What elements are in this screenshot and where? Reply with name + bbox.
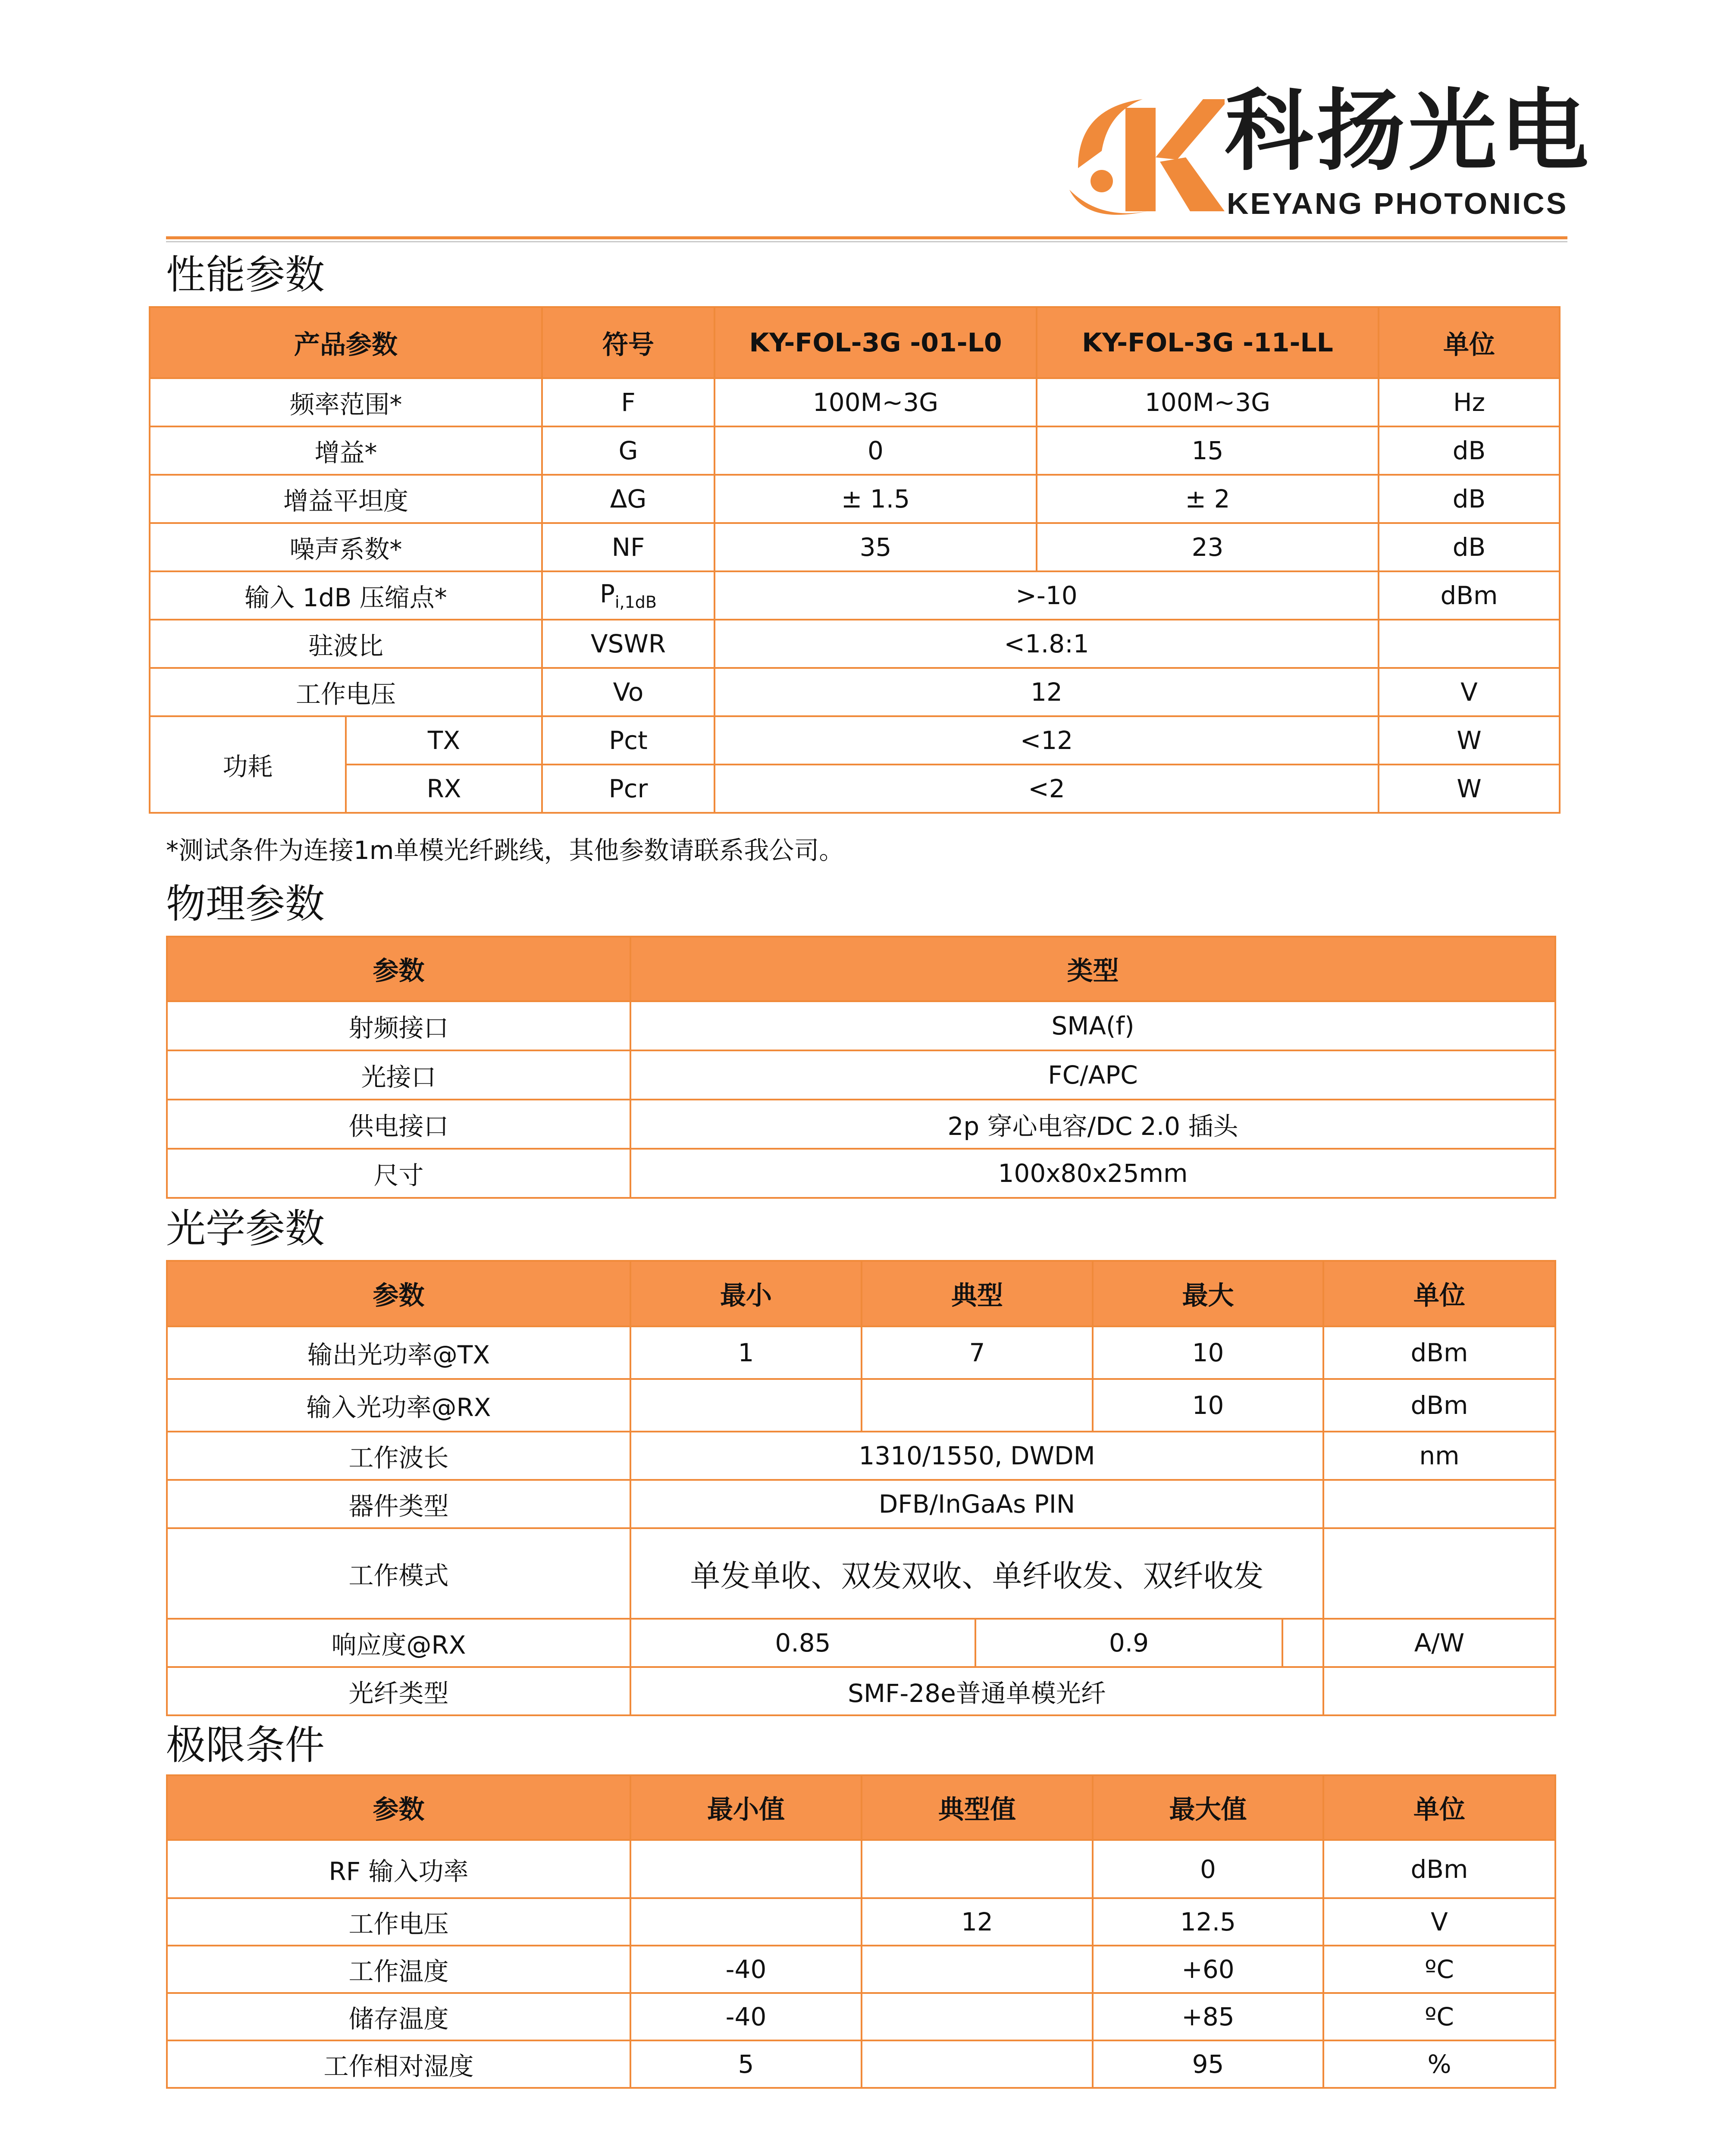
- param-cell: 输入 1dB 压缩点*: [150, 571, 542, 620]
- performance-table: [149, 306, 1561, 814]
- header-cell: 参数: [167, 1261, 630, 1326]
- param-cell: 响应度@RX: [167, 1619, 630, 1667]
- type-cell: 2p 穿心电容/DC 2.0 插头: [630, 1100, 1555, 1149]
- symbol-cell: F: [542, 378, 714, 426]
- unit-cell: [1323, 1480, 1555, 1528]
- value-cell: 15: [1037, 426, 1379, 475]
- section-title-optical: 光学参数: [166, 1206, 325, 1252]
- table-row: [167, 1050, 1555, 1100]
- value-cell: 0.85: [630, 1619, 975, 1667]
- unit-cell: dB: [1379, 426, 1560, 475]
- value-cell: 单发单收、双发双收、单纤收发、双纤收发: [630, 1528, 1323, 1619]
- param-cell: 储存温度: [167, 1993, 630, 2040]
- value-cell: 100M~3G: [1037, 378, 1379, 426]
- typ-cell: [862, 1946, 1093, 1993]
- table-row: [167, 1898, 1555, 1946]
- keyang-logo-icon: [1061, 82, 1225, 224]
- symbol-cell: Pct: [542, 716, 714, 765]
- table-row: [167, 1840, 1555, 1898]
- value-cell: 35: [714, 523, 1037, 571]
- param-cell: 供电接口: [167, 1100, 630, 1149]
- table-header-row: [167, 1775, 1555, 1840]
- max-cell: 0: [1093, 1840, 1323, 1898]
- header-cell: 典型: [862, 1261, 1093, 1326]
- type-cell: FC/APC: [630, 1050, 1555, 1100]
- test-condition-note: *测试条件为连接1m单模光纤跳线，其他参数请联系我公司。: [166, 836, 844, 865]
- typ-cell: [862, 2040, 1093, 2088]
- symbol-cell: ΔG: [542, 475, 714, 523]
- table-header-row: [167, 1261, 1555, 1326]
- table-row: [150, 620, 1560, 668]
- unit-cell: ºC: [1323, 1993, 1555, 2040]
- param-cell: RF 输入功率: [167, 1840, 630, 1898]
- unit-cell: V: [1323, 1898, 1555, 1946]
- header-cell: 符号: [542, 307, 714, 378]
- table-row: [150, 426, 1560, 475]
- min-cell: -40: [630, 1993, 862, 2040]
- unit-cell: W: [1379, 765, 1560, 813]
- param-cell: 工作模式: [167, 1528, 630, 1619]
- header-cell: 最小值: [630, 1775, 862, 1840]
- symbol-subscript: i,1dB: [614, 592, 657, 612]
- table-row: [167, 1667, 1555, 1715]
- value-cell: [1282, 1619, 1323, 1667]
- min-cell: [630, 1379, 862, 1432]
- param-cell: 器件类型: [167, 1480, 630, 1528]
- section-title-performance: 性能参数: [166, 252, 325, 298]
- header-cell: 最大: [1093, 1261, 1323, 1326]
- table-row: [167, 1432, 1555, 1480]
- param-cell: 工作电压: [150, 668, 542, 716]
- max-cell: 10: [1093, 1379, 1323, 1432]
- symbol-cell: Pcr: [542, 765, 714, 813]
- unit-cell: %: [1323, 2040, 1555, 2088]
- value-cell: <2: [714, 765, 1379, 813]
- symbol-cell: G: [542, 426, 714, 475]
- min-cell: [630, 1898, 862, 1946]
- type-cell: 100x80x25mm: [630, 1149, 1555, 1198]
- unit-cell: dBm: [1323, 1326, 1555, 1379]
- value-cell: DFB/InGaAs PIN: [630, 1480, 1323, 1528]
- param-cell: 频率范围*: [150, 378, 542, 426]
- table-row: [167, 1001, 1555, 1050]
- type-cell: SMA(f): [630, 1001, 1555, 1050]
- table-row: [150, 378, 1560, 426]
- param-cell: 增益平坦度: [150, 475, 542, 523]
- max-cell: 95: [1093, 2040, 1323, 2088]
- unit-cell: ºC: [1323, 1946, 1555, 1993]
- table-row: [167, 2040, 1555, 2088]
- symbol-cell: NF: [542, 523, 714, 571]
- value-cell: 1310/1550, DWDM: [630, 1432, 1323, 1480]
- physical-table: [166, 936, 1556, 1199]
- header-cell: 参数: [167, 1775, 630, 1840]
- sub-param-cell: TX: [346, 716, 542, 765]
- company-logo: [1061, 80, 1592, 229]
- header-cell: 类型: [630, 937, 1555, 1001]
- param-cell: 尺寸: [167, 1149, 630, 1198]
- param-cell: 噪声系数*: [150, 523, 542, 571]
- param-cell: 功耗: [150, 716, 346, 813]
- param-cell: 增益*: [150, 426, 542, 475]
- table-header-row: [167, 937, 1555, 1001]
- header-cell: 最大值: [1093, 1775, 1323, 1840]
- value-cell: SMF-28e普通单模光纤: [630, 1667, 1323, 1715]
- table-row: [167, 1946, 1555, 1993]
- param-cell: 工作温度: [167, 1946, 630, 1993]
- header-cell: 参数: [167, 937, 630, 1001]
- unit-cell: Hz: [1379, 378, 1560, 426]
- param-cell: 光接口: [167, 1050, 630, 1100]
- symbol-cell: VSWR: [542, 620, 714, 668]
- value-cell: >-10: [714, 571, 1379, 620]
- typ-cell: [862, 1993, 1093, 2040]
- min-cell: 1: [630, 1326, 862, 1379]
- table-row: [150, 716, 1560, 765]
- brand-name-en: KEYANG PHOTONICS: [1227, 187, 1568, 220]
- header-cell: KY-FOL-3G -01-L0: [714, 307, 1037, 378]
- unit-cell: dBm: [1323, 1840, 1555, 1898]
- sub-param-cell: RX: [346, 765, 542, 813]
- unit-cell: A/W: [1323, 1619, 1555, 1667]
- typ-cell: 12: [862, 1898, 1093, 1946]
- table-row: [167, 1379, 1555, 1432]
- header-cell: KY-FOL-3G -11-LL: [1037, 307, 1379, 378]
- typ-cell: [862, 1840, 1093, 1898]
- section-title-limits: 极限条件: [166, 1722, 325, 1768]
- symbol-cell: Vo: [542, 668, 714, 716]
- max-cell: 10: [1093, 1326, 1323, 1379]
- param-cell: 输出光功率@TX: [167, 1326, 630, 1379]
- header-cell: 最小: [630, 1261, 862, 1326]
- min-cell: -40: [630, 1946, 862, 1993]
- table-row: [167, 1993, 1555, 2040]
- header-cell: 典型值: [862, 1775, 1093, 1840]
- value-cell: 12: [714, 668, 1379, 716]
- symbol-main: P: [600, 579, 615, 609]
- param-cell: 输入光功率@RX: [167, 1379, 630, 1432]
- optical-table: [166, 1260, 1556, 1716]
- value-cell: 0: [714, 426, 1037, 475]
- unit-cell: W: [1379, 716, 1560, 765]
- table-row: [150, 765, 1560, 813]
- table-row: [167, 1326, 1555, 1379]
- header-cell: 单位: [1323, 1775, 1555, 1840]
- header-divider: [166, 236, 1567, 242]
- unit-cell: [1323, 1528, 1555, 1619]
- value-cell: 23: [1037, 523, 1379, 571]
- value-cell: ± 1.5: [714, 475, 1037, 523]
- value-cell: <12: [714, 716, 1379, 765]
- unit-cell: dBm: [1379, 571, 1560, 620]
- min-cell: [630, 1840, 862, 1898]
- unit-cell: [1379, 620, 1560, 668]
- param-cell: 光纤类型: [167, 1667, 630, 1715]
- unit-cell: [1323, 1667, 1555, 1715]
- header-cell: 产品参数: [150, 307, 542, 378]
- param-cell: 工作波长: [167, 1432, 630, 1480]
- max-cell: +60: [1093, 1946, 1323, 1993]
- table-row: [150, 475, 1560, 523]
- param-cell: 工作电压: [167, 1898, 630, 1946]
- table-row: [150, 668, 1560, 716]
- unit-cell: dB: [1379, 523, 1560, 571]
- value-cell: ± 2: [1037, 475, 1379, 523]
- table-row: [167, 1149, 1555, 1198]
- table-row: [150, 571, 1560, 620]
- unit-cell: dBm: [1323, 1379, 1555, 1432]
- section-title-physical: 物理参数: [166, 881, 325, 927]
- max-cell: +85: [1093, 1993, 1323, 2040]
- min-cell: 5: [630, 2040, 862, 2088]
- table-header-row: [150, 307, 1560, 378]
- param-cell: 驻波比: [150, 620, 542, 668]
- typ-cell: 7: [862, 1326, 1093, 1379]
- limits-table: [166, 1774, 1556, 2089]
- table-row: [167, 1528, 1555, 1619]
- table-row: [167, 1480, 1555, 1528]
- value-cell: <1.8:1: [714, 620, 1379, 668]
- symbol-cell: [542, 571, 714, 620]
- typ-cell: [862, 1379, 1093, 1432]
- unit-cell: V: [1379, 668, 1560, 716]
- unit-cell: dB: [1379, 475, 1560, 523]
- value-cell: 0.9: [975, 1619, 1282, 1667]
- value-cell: 100M~3G: [714, 378, 1037, 426]
- header-cell: 单位: [1323, 1261, 1555, 1326]
- header-cell: 单位: [1379, 307, 1560, 378]
- max-cell: 12.5: [1093, 1898, 1323, 1946]
- param-cell: 工作相对湿度: [167, 2040, 630, 2088]
- param-cell: 射频接口: [167, 1001, 630, 1050]
- brand-name-cn: 科扬光电: [1225, 80, 1592, 183]
- table-row: [167, 1100, 1555, 1149]
- unit-cell: nm: [1323, 1432, 1555, 1480]
- table-row: [167, 1619, 1555, 1667]
- table-row: [150, 523, 1560, 571]
